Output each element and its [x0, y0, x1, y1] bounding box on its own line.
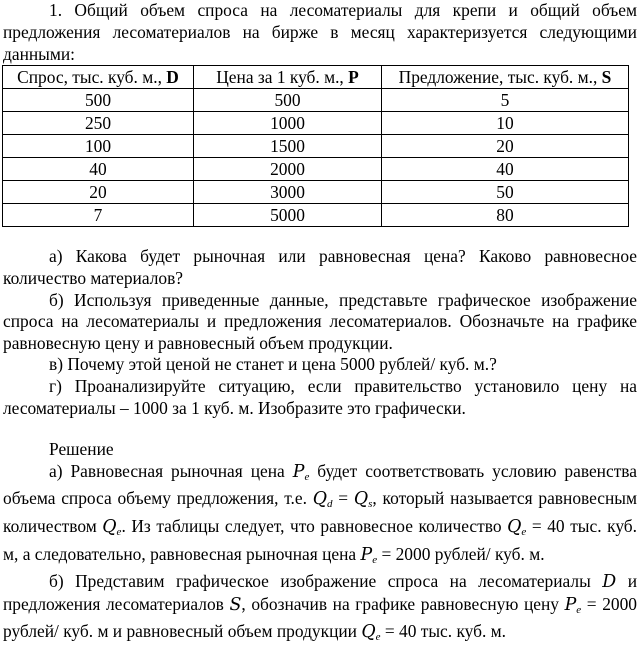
question-b: б) Используя приведенные данные, представьте графическое изображение спроса на лесоматериалы и предложения лесоматериалов. Обозначьте на графике равновесную цену и равновесный объем продукции. [3, 289, 637, 353]
table-cell: 7 [3, 204, 194, 227]
solution-heading: Решение [49, 439, 114, 460]
problem-intro: 1. Общий объем спроса на лесоматериалы для крепи и общий объем предложения лесоматериалов на бирже в месяц характеризуется следующими данными: [3, 0, 637, 64]
table-row [3, 89, 629, 112]
solution-a: а) Равновесная рыночная цена $P_e$ будет соответствовать условию равенства объема спроса объему предложения, т.е. $Q_d = Q_s$, который называется равновесным количеством $Q_e$. Из таблицы следует, что равновесное количество $Q_e = 40$ тыс. куб. м, а следовательно, равновесная рыночная цена $P_e = 2000$ рублей/ куб. м. [3, 460, 638, 566]
data-table [2, 65, 629, 227]
table-cell: 250 [3, 112, 194, 135]
table-cell: 20 [382, 135, 629, 158]
table-cell: 1500 [194, 135, 382, 158]
table-cell: 500 [3, 89, 194, 112]
table-cell: 3000 [194, 181, 382, 204]
table-cell: 500 [194, 89, 382, 112]
table-row [3, 204, 629, 227]
header-supply: Предложение, тыс. куб. м., S [382, 66, 629, 89]
table-cell: 50 [382, 181, 629, 204]
header-price: Цена за 1 куб. м., P [194, 66, 382, 89]
table-row [3, 112, 629, 135]
table-cell: 40 [382, 158, 629, 181]
table-cell: 100 [3, 135, 194, 158]
table-cell: 80 [382, 204, 629, 227]
question-d: г) Проанализируйте ситуацию, если правительство установило цену на лесоматериалы – 1000 за 1 куб. м. Изобразите это графически. [3, 375, 637, 418]
table-cell: 10 [382, 112, 629, 135]
table-cell: 20 [3, 181, 194, 204]
table-cell: 1000 [194, 112, 382, 135]
table-row [3, 135, 629, 158]
question-a: а) Какова будет рыночная или равновесная цена? Каково равновесное количество материалов? [3, 246, 637, 288]
table-cell: 5 [382, 89, 629, 112]
table-cell: 40 [3, 158, 194, 181]
question-c: в) Почему этой ценой не станет и цена 5000 рублей/ куб. м.? [49, 354, 497, 375]
table-header-row [3, 66, 629, 89]
table-cell: 5000 [194, 204, 382, 227]
solution-b: б) Представим графическое изображение спроса на лесоматериалы D и предложения лесоматериалов S, обозначив на графике равновесную цену $P_e = 2000$ рублей/ куб. м и равновесный объем продукции $Q_e = 40$ тыс. куб. м. [3, 571, 637, 644]
table-cell: 2000 [194, 158, 382, 181]
header-demand: Спрос, тыс. куб. м., D [3, 66, 194, 89]
table-row [3, 158, 629, 181]
table-row [3, 181, 629, 204]
